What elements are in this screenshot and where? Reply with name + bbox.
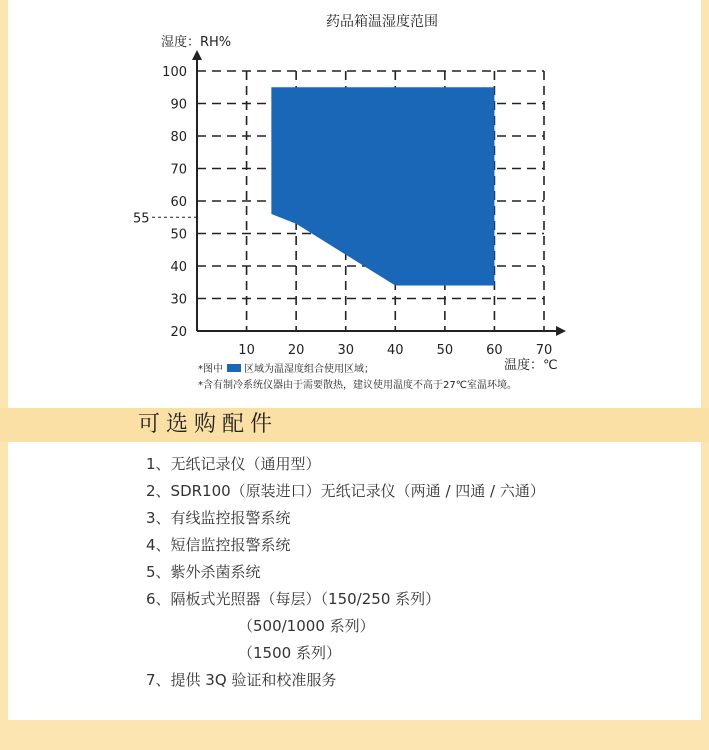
x-axis-arrow (556, 326, 566, 336)
chart-title: 药品箱温湿度范围 (326, 14, 438, 30)
legend-label: 区域为温湿度组合使用区域； (244, 364, 374, 375)
accessory-item-6: 6、隔板式光照器（每层）（150/250 系列） (146, 590, 441, 608)
y-axis-arrow (192, 50, 202, 60)
y-tick-label-80: 80 (170, 130, 187, 145)
chart-note: *含有制冷系统仪器由于需要散热，建议使用温度不高于27℃室温环境。 (198, 380, 517, 391)
accessory-item-3: 3、有线监控报警系统 (146, 509, 291, 527)
x-tick-label-70: 70 (535, 343, 553, 358)
x-tick-label-10: 10 (238, 343, 255, 358)
x-tick-label-60: 60 (486, 343, 503, 358)
accessory-item-2: 2、SDR100（原装进口）无纸记录仪（两通 / 四通 / 六通） (146, 482, 545, 500)
y-tick-label-90: 90 (170, 97, 187, 113)
legend-swatch (227, 364, 241, 372)
accessory-item-7: （500/1000 系列） (238, 617, 375, 635)
accessory-item-1: 1、无纸记录仪（通用型） (146, 455, 321, 473)
usable-range-area (271, 87, 494, 285)
y-tick-label-70: 70 (170, 162, 187, 178)
y-tick-label-50: 50 (170, 227, 187, 243)
accessory-item-5: 5、紫外杀菌系统 (146, 563, 261, 581)
section-title: 可选购配件 (138, 412, 279, 437)
x-tick-label-20: 20 (287, 343, 305, 358)
y-tick-label-40: 40 (170, 260, 187, 275)
section-header-bar (0, 408, 709, 442)
x-tick-label-50: 50 (436, 343, 454, 358)
reference-line-label: 55 (133, 211, 150, 227)
y-tick-label-30: 30 (170, 292, 187, 308)
accessory-item-8: （1500 系列） (238, 644, 341, 662)
legend-prefix: *图中 (198, 364, 223, 375)
x-tick-label-40: 40 (387, 343, 404, 358)
x-axis-label: 温度：℃ (504, 358, 558, 373)
y-tick-label-100: 100 (162, 65, 187, 80)
accessory-item-4: 4、短信监控报警系统 (146, 536, 291, 554)
y-tick-label-60: 60 (170, 195, 187, 210)
y-axis-label: 湿度：RH% (161, 35, 232, 50)
accessory-item-9: 7、提供 3Q 验证和校准服务 (146, 671, 337, 689)
accessories-list (146, 451, 545, 694)
y-tick-label-20: 20 (170, 325, 187, 340)
x-tick-label-30: 30 (337, 343, 354, 358)
